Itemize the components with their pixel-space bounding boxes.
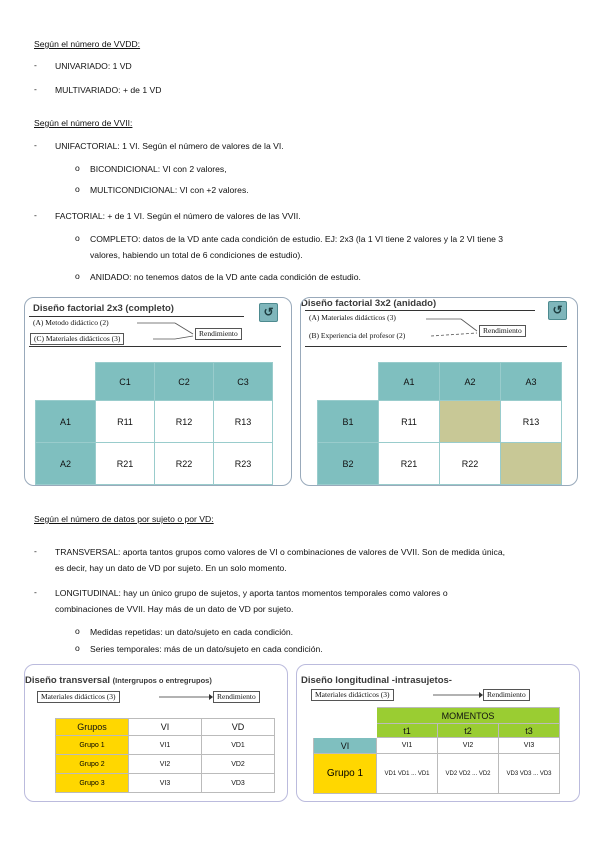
table-cell: R13: [214, 401, 273, 443]
col-header: A3: [501, 363, 562, 401]
item-longitudinal-line1: LONGITUDINAL: hay un único grupo de sujetos, y aporta tantos momentos temporales como valores o: [55, 588, 448, 598]
table-cell: R13: [501, 401, 562, 443]
dependent-variable-box: Rendimiento: [213, 691, 260, 703]
dash-marker: -: [34, 587, 37, 597]
factorial-nested-table: [317, 362, 562, 485]
connector-lines: [301, 298, 577, 358]
return-arrow-icon[interactable]: ↺: [259, 303, 278, 322]
item-longitudinal-line2: combinaciones de VVII. Hay más de un dato de VD por sujeto.: [55, 604, 294, 614]
dependent-variable-box: Rendimiento: [479, 325, 526, 337]
time-header: t2: [438, 724, 499, 738]
time-header: t1: [377, 724, 438, 738]
bullet-marker: o: [75, 184, 80, 194]
item-transversal-line1: TRANSVERSAL: aporta tantos grupos como valores de VI o combinaciones de valores de VVII. Son de medida única,: [55, 547, 505, 557]
heading-datos-sujeto: Según el número de datos por sujeto o por VD:: [34, 514, 214, 524]
item-multivariado: MULTIVARIADO: + de 1 VD: [55, 85, 162, 95]
table-cell: R22: [440, 443, 501, 485]
table-cell: R21: [379, 443, 440, 485]
group-cell: Grupo 1: [56, 736, 129, 755]
factor-b-label: (B) Experiencia del profesor (2): [309, 331, 406, 340]
col-header: A2: [440, 363, 501, 401]
group-cell: Grupo 3: [56, 774, 129, 793]
table-cell: VI1: [377, 738, 438, 754]
col-header: Grupos: [56, 719, 129, 736]
item-completo-line1: COMPLETO: datos de la VD ante cada condición de estudio. EJ: 2x3 (la 1 VI tiene 2 valores y la 2 VI tiene 3: [90, 234, 504, 244]
item-completo-line2: valores, habiendo un total de 6 condiciones de estudio).: [90, 250, 303, 260]
bullet-marker: o: [75, 163, 80, 173]
bullet-marker: o: [75, 233, 80, 243]
table-cell: VD1: [202, 736, 275, 755]
independent-variable-box: Materiales didácticos (3): [311, 689, 394, 701]
item-factorial: FACTORIAL: + de 1 VI. Según el número de valores de las VVII.: [55, 211, 301, 221]
col-header: C1: [96, 363, 155, 401]
table-cell: R12: [155, 401, 214, 443]
row-header: B1: [318, 401, 379, 443]
dash-marker: -: [34, 140, 37, 150]
table-cell: R11: [379, 401, 440, 443]
factor-c-label: (C) Materiales didácticos (3): [30, 333, 124, 345]
table-cell: VD3: [202, 774, 275, 793]
figure-transversal: [24, 664, 288, 802]
empty-corner: [36, 363, 96, 401]
table-cell: R11: [96, 401, 155, 443]
col-header: C2: [155, 363, 214, 401]
transversal-table: [55, 718, 275, 793]
heading-vvii: Según el número de VVII:: [34, 118, 133, 128]
empty-corner: [314, 724, 377, 738]
table-cell: VD2 VD2 ... VD2: [438, 754, 499, 794]
dash-marker: -: [34, 546, 37, 556]
dash-marker: -: [34, 210, 37, 220]
item-medidas-repetidas: Medidas repetidas: un dato/sujeto en cada condición.: [90, 627, 294, 637]
vi-label: VI: [314, 738, 377, 754]
table-cell: VD1 VD1 ... VD1: [377, 754, 438, 794]
item-univariado: UNIVARIADO: 1 VD: [55, 61, 132, 71]
empty-cell: [501, 443, 562, 485]
heading-vvdd: Según el número de VVDD:: [34, 39, 141, 49]
dependent-variable-box: Rendimiento: [195, 328, 242, 340]
factor-a-label: (A) Materiales didácticos (3): [309, 313, 396, 322]
table-cell: VI3: [129, 774, 202, 793]
connector-arrow: [25, 665, 287, 715]
table-cell: VI2: [129, 755, 202, 774]
empty-corner: [318, 363, 379, 401]
figure-title: Diseño factorial 2x3 (completo): [33, 303, 174, 314]
row-header: B2: [318, 443, 379, 485]
factorial-complete-table: [35, 362, 273, 485]
return-arrow-icon[interactable]: ↺: [548, 301, 567, 320]
table-cell: VI1: [129, 736, 202, 755]
figure-title-sub: (Intergrupos o entregrupos): [112, 676, 212, 685]
row-header: A1: [36, 401, 96, 443]
figure-title-main: Diseño transversal: [25, 675, 111, 686]
header-rule: [29, 346, 281, 347]
col-header: VI: [129, 719, 202, 736]
item-bicondicional: BICONDICIONAL: VI con 2 valores,: [90, 164, 227, 174]
header-rule: [305, 346, 567, 347]
col-header: VD: [202, 719, 275, 736]
figure-factorial-completo: [24, 297, 292, 486]
momentos-header: MOMENTOS: [377, 708, 560, 724]
figure-title: Diseño longitudinal -intrasujetos-: [301, 675, 452, 686]
figure-longitudinal: [296, 664, 580, 802]
item-unifactorial: UNIFACTORIAL: 1 VI. Según el número de valores de la VI.: [55, 141, 284, 151]
dash-marker: -: [34, 60, 37, 70]
table-cell: VI2: [438, 738, 499, 754]
bullet-marker: o: [75, 271, 80, 281]
time-header: t3: [499, 724, 560, 738]
table-cell: VD2: [202, 755, 275, 774]
empty-cell: [440, 401, 501, 443]
independent-variable-box: Materiales didácticos (3): [37, 691, 120, 703]
figure-factorial-anidado: [300, 297, 578, 486]
table-cell: R23: [214, 443, 273, 485]
empty-corner: [314, 708, 377, 724]
item-transversal-line2: es decir, hay un dato de VD por sujeto. En un solo momento.: [55, 563, 287, 573]
table-cell: R21: [96, 443, 155, 485]
group-cell: Grupo 1: [314, 754, 377, 794]
bullet-marker: o: [75, 626, 80, 636]
factor-a-label: (A) Metodo didáctico (2): [33, 318, 109, 327]
table-cell: VI3: [499, 738, 560, 754]
col-header: A1: [379, 363, 440, 401]
dependent-variable-box: Rendimiento: [483, 689, 530, 701]
dash-marker: -: [34, 84, 37, 94]
item-multicondicional: MULTICONDICIONAL: VI con +2 valores.: [90, 185, 249, 195]
table-cell: VD3 VD3 ... VD3: [499, 754, 560, 794]
row-header: A2: [36, 443, 96, 485]
item-series-temporales: Series temporales: más de un dato/sujeto en cada condición.: [90, 644, 323, 654]
group-cell: Grupo 2: [56, 755, 129, 774]
figure-title: Diseño factorial 3x2 (anidado): [301, 298, 437, 309]
table-cell: R22: [155, 443, 214, 485]
col-header: C3: [214, 363, 273, 401]
item-anidado: ANIDADO: no tenemos datos de la VD ante cada condición de estudio.: [90, 272, 361, 282]
connector-lines: [25, 298, 291, 358]
longitudinal-table: [313, 707, 560, 794]
bullet-marker: o: [75, 643, 80, 653]
